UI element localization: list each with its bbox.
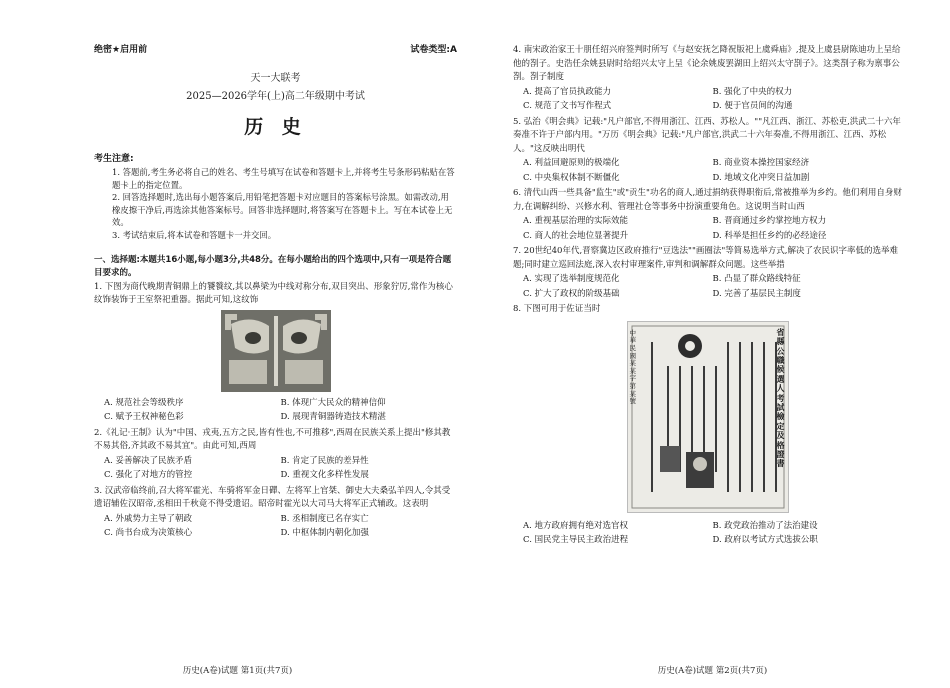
option-d: D. 地域文化冲突日益加剧 xyxy=(712,172,810,183)
options xyxy=(513,156,902,185)
option-b: B. 商业资本操控国家经济 xyxy=(712,158,810,169)
option-b: B. 晋商通过乡约掌控地方权力 xyxy=(712,216,827,227)
option-c: C. 扩大了政权的阶级基础 xyxy=(523,288,620,299)
note-item: 1. 答题前,考生务必将自己的姓名、考生号填写在试卷和答题卡上,并将考生号条形码粘贴在答题卡上的指定位置。 xyxy=(112,167,455,190)
subject-title: 历 史 xyxy=(244,116,307,138)
option-a: A. 外戚势力主导了朝政 xyxy=(104,513,193,524)
question-3 xyxy=(94,485,457,541)
option-b: B. 肯定了民族的差异性 xyxy=(280,455,369,466)
option-c: C. 尚书台成为决策核心 xyxy=(104,528,193,539)
question-stem: 1. 下图为商代晚期青铜鼎上的饕餮纹,其以鼻梁为中线对称分布,双目突出、形象狞厉,常作为核心纹饰装饰于王室祭祀重器。据此可知,这纹饰 xyxy=(94,281,453,306)
question-2 xyxy=(94,427,457,483)
note-item: 3. 考试结束后,将本试卷和答题卡一并交回。 xyxy=(112,229,277,240)
question-4 xyxy=(513,44,902,114)
org-name: 天一大联考 xyxy=(250,73,301,84)
exam-title: 2025—2026学年(上)高二年级期中考试 xyxy=(186,91,365,102)
question-stem: 3. 汉武帝临终前,召大将军霍光、车骑将军金日磾、左将军上官桀、御史大夫桑弘羊四人,令其受遗诏辅佐汉昭帝,丞相田千秋竟不得受遗诏。昭帝时霍光以大司马大将军正式辅政。这表明 xyxy=(94,485,451,510)
option-d: D. 便于官员间的沟通 xyxy=(712,101,793,112)
option-a: A. 实现了选举制度规范化 xyxy=(523,274,620,285)
notes-title: 考生注意: xyxy=(94,154,134,164)
option-c: C. 强化了对地方的管控 xyxy=(104,470,193,481)
question-stem: 6. 清代山西一些具备"监生"或"贡生"功名的商人,通过捐纳获得职衔后,常被推举为乡约。他们利用自身财力,在调解纠纷、兴修水利、管理社仓等事务中扮演重要角色。这说明当时山西 xyxy=(513,188,902,212)
option-a: A. 提高了官员执政能力 xyxy=(523,86,612,97)
page-footer: 历史(A卷)试题 第2页(共7页) xyxy=(657,666,768,676)
option-c: C. 赋予王权神秘色彩 xyxy=(104,412,184,423)
certificate-side-text: 中華民國某某字第某號 xyxy=(629,328,636,406)
option-a: A. 地方政府拥有绝对选官权 xyxy=(523,520,629,531)
right-page xyxy=(475,0,950,688)
option-d: D. 科举是担任乡约的必经途径 xyxy=(712,230,827,241)
option-c: C. 商人的社会地位显著提升 xyxy=(523,230,629,241)
note-item: 2. 回答选择题时,选出每小题答案后,用铅笔把答题卡对应题目的答案标号涂黑。如需改动,用橡皮擦干净后,再选涂其他答案标号。回答非选择题时,将答案写在答题卡上。写在本试卷上无效。 xyxy=(112,192,453,228)
option-b: B. 体现广大民众的精神信仰 xyxy=(280,397,386,408)
question-stem: 5. 弘治《明会典》记载:"凡户部官,不得用浙江、江西、苏松人。""凡江西、浙江、苏松吏,洪武二十六年奏准不许于户部内用。"万历《明会典》记载:"凡户部官,洪武二十六年奏准,不得用浙江、江西、苏松人。"这反映出明代 xyxy=(513,116,901,154)
options xyxy=(513,272,902,301)
question-8 xyxy=(513,303,902,547)
options xyxy=(94,512,457,541)
confidential-label: 绝密★启用前 xyxy=(94,45,148,55)
question-stem: 8. 下图可用于佐证当时 xyxy=(513,304,601,315)
option-a: A. 重视基层治理的实际效能 xyxy=(523,216,629,227)
option-c: C. 中央集权体制不断僵化 xyxy=(523,172,620,183)
option-a: A. 利益回避原则的极端化 xyxy=(523,158,620,169)
question-stem: 4. 南宋政治家王十朋任绍兴府签判时所写《与赵安抚乞降祝版祀上虞舜庙》,提及上虞县尉陈迪功上呈给他的剳子。史浩任余姚县尉时给绍兴太守上呈《论余姚废罢湖田上绍兴太守剳子》。这类剳子称为禀事公剳。剳子制度 xyxy=(513,45,901,83)
page-footer: 历史(A卷)试题 第1页(共7页) xyxy=(182,666,293,676)
section-heading: 一、选择题:本题共16小题,每小题3分,共48分。在每小题给出的四个选项中,只有一项是符合题目要求的。 xyxy=(94,254,452,279)
paper-type-label: 试卷类型:A xyxy=(410,45,457,55)
certificate-heading: 省縣公職候選人考試檢定及格證書 xyxy=(776,326,785,469)
option-a: A. 妥善解决了民族矛盾 xyxy=(104,455,193,466)
question-stem: 2.《礼记·王制》认为"中国、戎夷,五方之民,皆有性也,不可推移",西周在民族关系上提出"修其教不易其俗,齐其政不易其宜"。由此可知,西周 xyxy=(94,427,451,452)
option-d: D. 政府以考试方式选拔公职 xyxy=(712,535,818,546)
header-row xyxy=(94,44,457,57)
option-b: B. 凸显了群众路线特征 xyxy=(712,274,801,285)
option-b: B. 政党政治推动了法治建设 xyxy=(712,520,818,531)
option-d: D. 重视文化多样性发展 xyxy=(280,470,369,481)
option-b: B. 丞相制度已名存实亡 xyxy=(280,513,369,524)
question-5 xyxy=(513,116,902,186)
question-6 xyxy=(513,187,902,243)
option-c: C. 国民党主导民主政治进程 xyxy=(523,535,629,546)
question-1 xyxy=(94,281,457,425)
certificate-image xyxy=(627,321,789,513)
options xyxy=(513,85,902,114)
options xyxy=(513,214,902,243)
option-d: D. 展现青铜器铸造技术精湛 xyxy=(280,412,386,423)
option-c: C. 规范了文书写作程式 xyxy=(523,101,612,112)
option-d: D. 完善了基层民主制度 xyxy=(712,288,801,299)
question-stem: 7. 20世纪40年代,晋察冀边区政府推行"豆选法""画圈法"等简易选举方式,解决了农民识字率低的选举难题;同时建立巡回法庭,深入农村审理案件,审判和调解群众问题。这些举措 xyxy=(513,246,898,270)
question-7 xyxy=(513,245,902,301)
option-d: D. 中枢体制内朝化加强 xyxy=(280,528,369,539)
options xyxy=(94,396,457,425)
candidate-notes xyxy=(94,153,457,242)
option-b: B. 强化了中央的权力 xyxy=(712,86,793,97)
options xyxy=(513,519,902,548)
bronze-taotie-image xyxy=(221,310,331,392)
option-a: A. 规范社会等级秩序 xyxy=(104,397,184,408)
options xyxy=(94,454,457,483)
